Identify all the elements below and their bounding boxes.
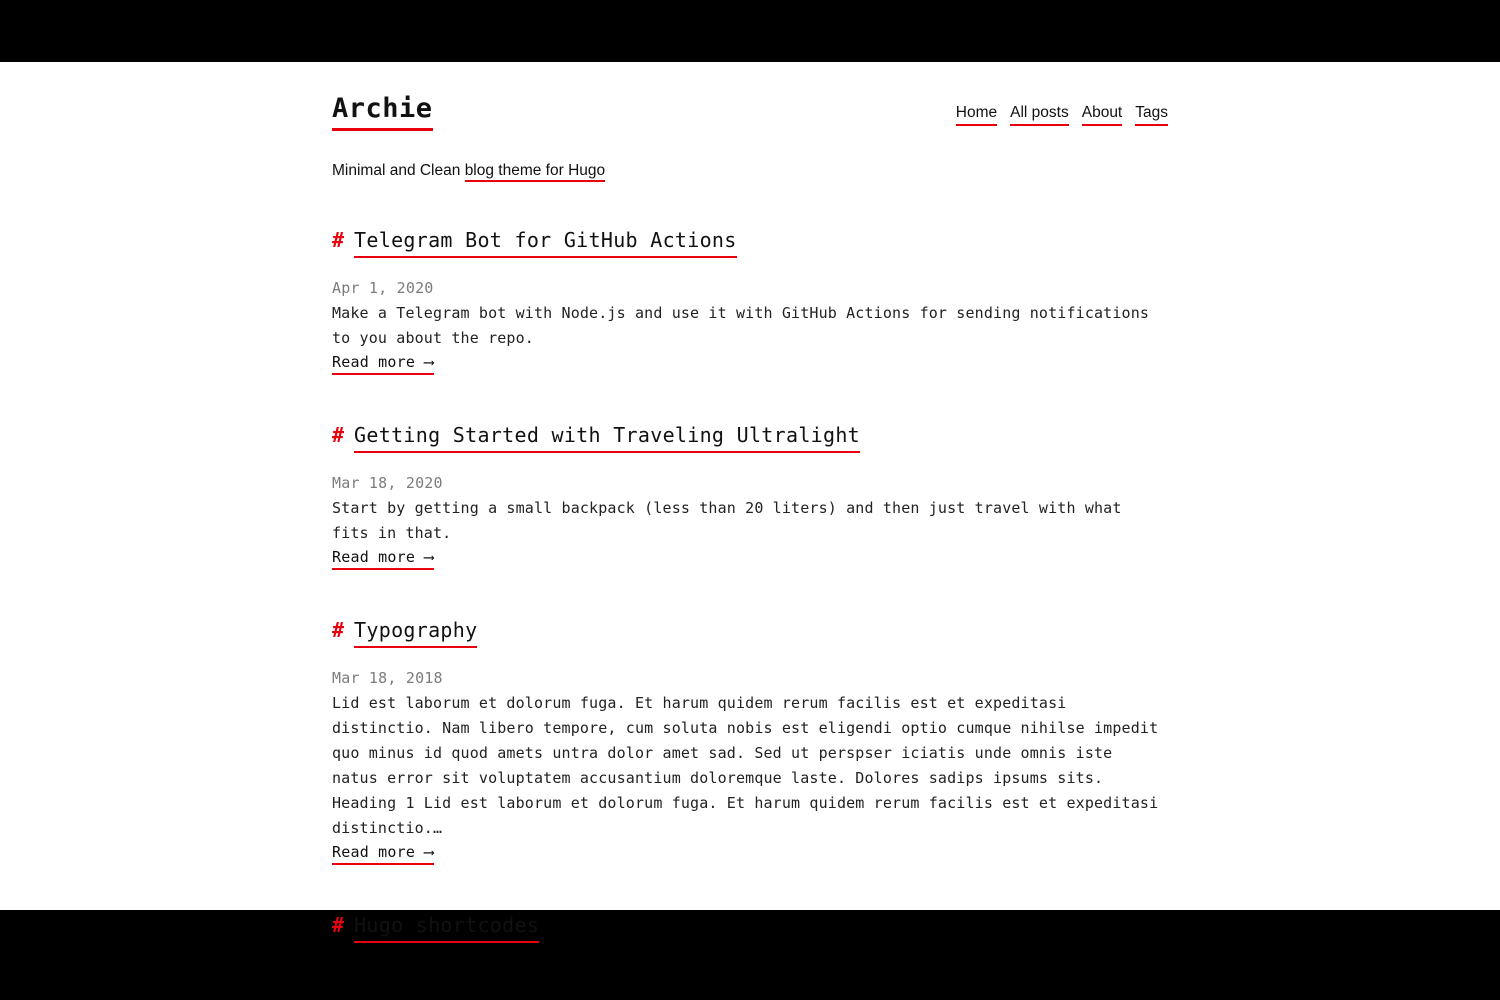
- main-navigation: [956, 103, 1168, 126]
- post-title-link[interactable]: Hugo shortcodes: [354, 912, 539, 943]
- hash-icon: #: [332, 912, 345, 937]
- hash-icon: #: [332, 227, 345, 252]
- post-title-row: [332, 912, 1168, 943]
- post-summary: Lid est laborum et dolorum fuga. Et harum quidem rerum facilis est et expeditasi distinctio. Nam libero tempore, cum soluta nobis est eligendi optio cumque nihilse impedit quo minus id quod amets untra dolor amet sad. Sed ut perspser iciatis unde omnis iste natus error sit voluptatem accusantium doloremque laste. Dolores sadips ipsums sits. Heading 1 Lid est laborum et dolorum fuga. Et harum quidem rerum facilis est et expeditasi distinctio.…: [332, 693, 1159, 837]
- post-title-link[interactable]: Typography: [354, 617, 477, 648]
- post-date: Apr 1, 2020: [332, 278, 434, 297]
- post-title-row: [332, 227, 1168, 258]
- read-more-link[interactable]: Read more ⟶: [332, 843, 434, 865]
- hash-icon: #: [332, 617, 345, 642]
- blog-page: [332, 62, 1168, 943]
- nav-item-about[interactable]: About: [1082, 103, 1123, 126]
- post-item: [332, 422, 1168, 570]
- site-title-link[interactable]: Archie: [332, 92, 433, 131]
- post-title-row: [332, 422, 1168, 453]
- nav-item-all-posts[interactable]: All posts: [1010, 103, 1069, 126]
- post-date: Mar 18, 2018: [332, 668, 443, 687]
- read-more-link[interactable]: Read more ⟶: [332, 353, 434, 375]
- post-title-row: [332, 617, 1168, 648]
- post-item: [332, 912, 1168, 943]
- browser-viewport: [0, 62, 1500, 937]
- tagline-link[interactable]: blog theme for Hugo: [465, 162, 605, 182]
- site-header: [332, 92, 1168, 131]
- post-date: Mar 18, 2020: [332, 473, 443, 492]
- post-item: [332, 617, 1168, 865]
- post-summary: Start by getting a small backpack (less than 20 liters) and then just travel with what fits in that.: [332, 498, 1122, 542]
- post-item: [332, 227, 1168, 375]
- hash-icon: #: [332, 422, 345, 447]
- post-title-link[interactable]: Telegram Bot for GitHub Actions: [354, 227, 737, 258]
- tagline-text: Minimal and Clean: [332, 161, 465, 179]
- nav-item-tags[interactable]: Tags: [1135, 103, 1168, 126]
- post-summary: Make a Telegram bot with Node.js and use it with GitHub Actions for sending notifications to you about the repo.: [332, 303, 1150, 347]
- post-title-link[interactable]: Getting Started with Traveling Ultralight: [354, 422, 860, 453]
- read-more-link[interactable]: Read more ⟶: [332, 548, 434, 570]
- nav-item-home[interactable]: Home: [956, 103, 997, 126]
- site-tagline: [332, 162, 1168, 180]
